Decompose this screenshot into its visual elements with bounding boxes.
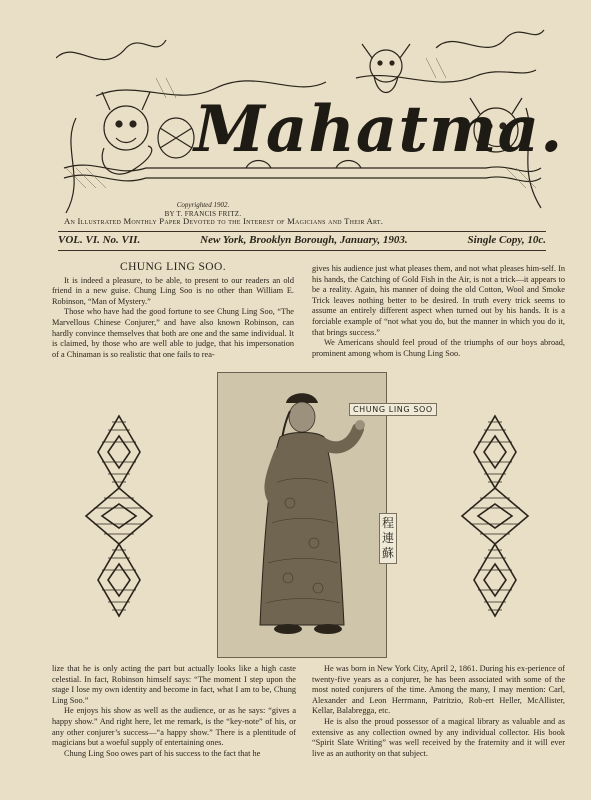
masthead-subtitle: An Illustrated Monthly Paper Devoted to the Interest of Magicians and Their Art.	[64, 216, 384, 226]
masthead	[56, 18, 564, 228]
paragraph: It is indeed a pleasure, to be able, to present to our readers an old friend in a new guise. Chung Ling Soo is no other than William E. Robinson, “Man of Mystery.”	[52, 275, 294, 306]
paragraph: lize that he is only acting the part but actually looks like a high caste celestial. In fact, Robinson himself says: “The moment I step upon the stage I lose my own identity and become in fact, what I am to be, Chung Ling Soo.”	[52, 664, 296, 705]
article-column-right-top	[312, 264, 565, 359]
paragraph: He was born in New York City, April 2, 1861. During his ex-perience of twenty-five years as a conjurer, he has been associated with some of the most noted conjurers of the time. Among the many, I may mention: Carl, Alexander and Leon Herrmann, Patritzio, Rob-ert Heller, McAllister, Kellar, Balabregga, etc.	[312, 664, 565, 716]
paragraph: He is also the proud possessor of a magical library as valuable and as extensive as any collection owned by any individual collector. His book “Spirit Slate Writing” was well received by the fraternity and it will ever live as an authority on that subject.	[312, 716, 565, 758]
issue-volume: VOL. VI. No. VII.	[58, 234, 141, 246]
article-column-right-bottom	[312, 664, 565, 759]
right-ornament	[458, 412, 532, 620]
left-ornament	[82, 412, 156, 620]
article-column-left-top	[52, 262, 294, 360]
copyright-line-2: BY T. FRANCIS FRITZ.	[164, 210, 242, 218]
rule-bottom	[58, 250, 546, 251]
issue-price: Single Copy, 10c.	[467, 234, 546, 246]
portrait-photo	[217, 372, 433, 658]
paragraph: Those who have had the good fortune to see Chung Ling Soo, “The Marvellous Chinese Conjurer,” and have also known Robinson, can hardly convince themselves that both are one and the same individual. It is claimed, by those who are well able to judge, that his impersonation of a Chinaman is so realistic that one fails to rea-	[52, 307, 294, 359]
masthead-title: Mahatma.	[194, 92, 564, 167]
article-column-left-bottom	[52, 664, 296, 759]
issue-line	[58, 234, 546, 246]
rule-top	[58, 231, 546, 232]
article-heading: CHUNG LING SOO.	[120, 261, 226, 273]
paragraph: We Americans should feel proud of the triumphs of our boys abroad, prominent among whom is Chung Ling Soo.	[312, 338, 565, 358]
copyright-line-1: Copyrighted 1902.	[176, 201, 230, 209]
paragraph: Chung Ling Soo owes part of his success to the fact that he	[64, 748, 261, 758]
paragraph: He enjoys his show as well as the audience, or as he says: “gives a happy show.” And right here, let me remark, is the “key-note” of his, or any other conjurer’s success—“a happy show.” There is a plentitude of magicians but a woeful supply of entertaining ones.	[52, 706, 296, 748]
photo-caption: CHUNG LING SOO	[349, 403, 437, 416]
issue-place-date: New York, Brooklyn Borough, January, 1903.	[200, 234, 408, 246]
photo-chinese-name: 程連蘇	[379, 513, 397, 564]
paragraph: gives his audience just what pleases them, and not what pleases him-self. In his hands, the Catching of Gold Fish in the Air, is not a trick—it appears to be a reality. Again, his manner of doing the old Cotton, Wool and Smoke Trick leaves nothing better to be desired. In truth every trick seems to assume an entirely different aspect when turned out by his hands. It is a forciable example of “not what you do, but the manner in which you do it, that brings success.”	[312, 264, 565, 337]
